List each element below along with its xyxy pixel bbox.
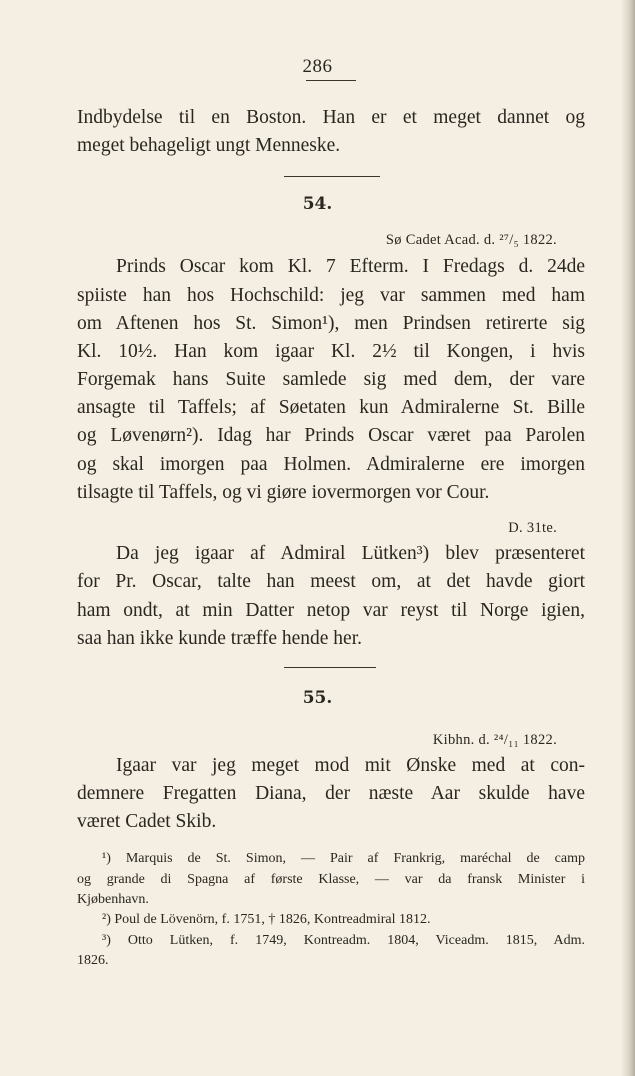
paragraph-line: og skal imorgen paa Holmen. Admiralerne ere imorgen: [77, 454, 585, 475]
page-number-underline: [306, 80, 356, 81]
paragraph-line: ansagte til Taffels; af Søetaten kun Admiralerne St. Bille: [77, 397, 585, 418]
letter-number: 54.: [302, 194, 333, 214]
paragraph-line: Da jeg igaar af Admiral Lütken³) blev præsenteret: [116, 543, 585, 564]
paragraph-line: været Cadet Skib.: [77, 811, 217, 832]
page-edge-shadow: [621, 0, 635, 1076]
letter-dateline: Kibhn. d. ²⁴/₁₁ 1822.: [432, 732, 557, 748]
paragraph-line: og Løvenørn²). Idag har Prinds Oscar været paa Parolen: [77, 425, 585, 446]
footnote-line: ¹) Marquis de St. Simon, — Pair af Frankrig, maréchal de camp: [102, 851, 585, 866]
paragraph-line: spiiste han hos Hochschild: jeg var sammen med ham: [77, 285, 585, 306]
paragraph-line: demnere Fregatten Diana, der næste Aar skulde have: [77, 783, 585, 804]
page-number: 286: [302, 56, 333, 77]
section-divider: [284, 176, 380, 177]
letter-subdate: D. 31te.: [508, 520, 557, 536]
footnote-line: ²) Poul de Lövenörn, f. 1751, † 1826, Kontreadmiral 1812.: [102, 912, 431, 927]
footnote-line: og grande di Spagna af første Klasse, — var da fransk Minister i: [77, 872, 585, 887]
intro-line: meget behageligt ungt Menneske.: [77, 135, 341, 156]
footnote-line: Kjøbenhavn.: [77, 892, 149, 907]
paragraph-line: ham ondt, at min Datter netop var reyst til Norge igien,: [77, 600, 585, 621]
paragraph-line: Kl. 10½. Han kom igaar Kl. 2½ til Kongen, i hvis: [77, 341, 585, 362]
footnote-line: 1826.: [77, 953, 109, 968]
paragraph-line: Igaar var jeg meget mod mit Ønske med at con-: [116, 755, 585, 776]
section-divider: [284, 667, 376, 668]
footnote-line: ³) Otto Lütken, f. 1749, Kontreadm. 1804, Viceadm. 1815, Adm.: [102, 933, 585, 948]
letter-dateline: Sø Cadet Acad. d. ²⁷/₅ 1822.: [385, 232, 557, 248]
intro-line: Indbydelse til en Boston. Han er et meget dannet og: [77, 107, 585, 128]
paragraph-line: Forgemak hans Suite samlede sig med dem, der vare: [77, 369, 585, 390]
paragraph-line: Prinds Oscar kom Kl. 7 Efterm. I Fredags d. 24de: [116, 256, 585, 277]
letter-number: 55.: [302, 688, 333, 708]
paragraph-line: tilsagte til Taffels, og vi giøre iovermorgen vor Cour.: [77, 482, 490, 503]
paragraph-line: for Pr. Oscar, talte han meest om, at det havde giort: [77, 571, 585, 592]
paragraph-line: om Aftenen hos St. Simon¹), men Prindsen retirerte sig: [77, 313, 585, 334]
paragraph-line: saa han ikke kunde træffe hende her.: [77, 628, 362, 649]
